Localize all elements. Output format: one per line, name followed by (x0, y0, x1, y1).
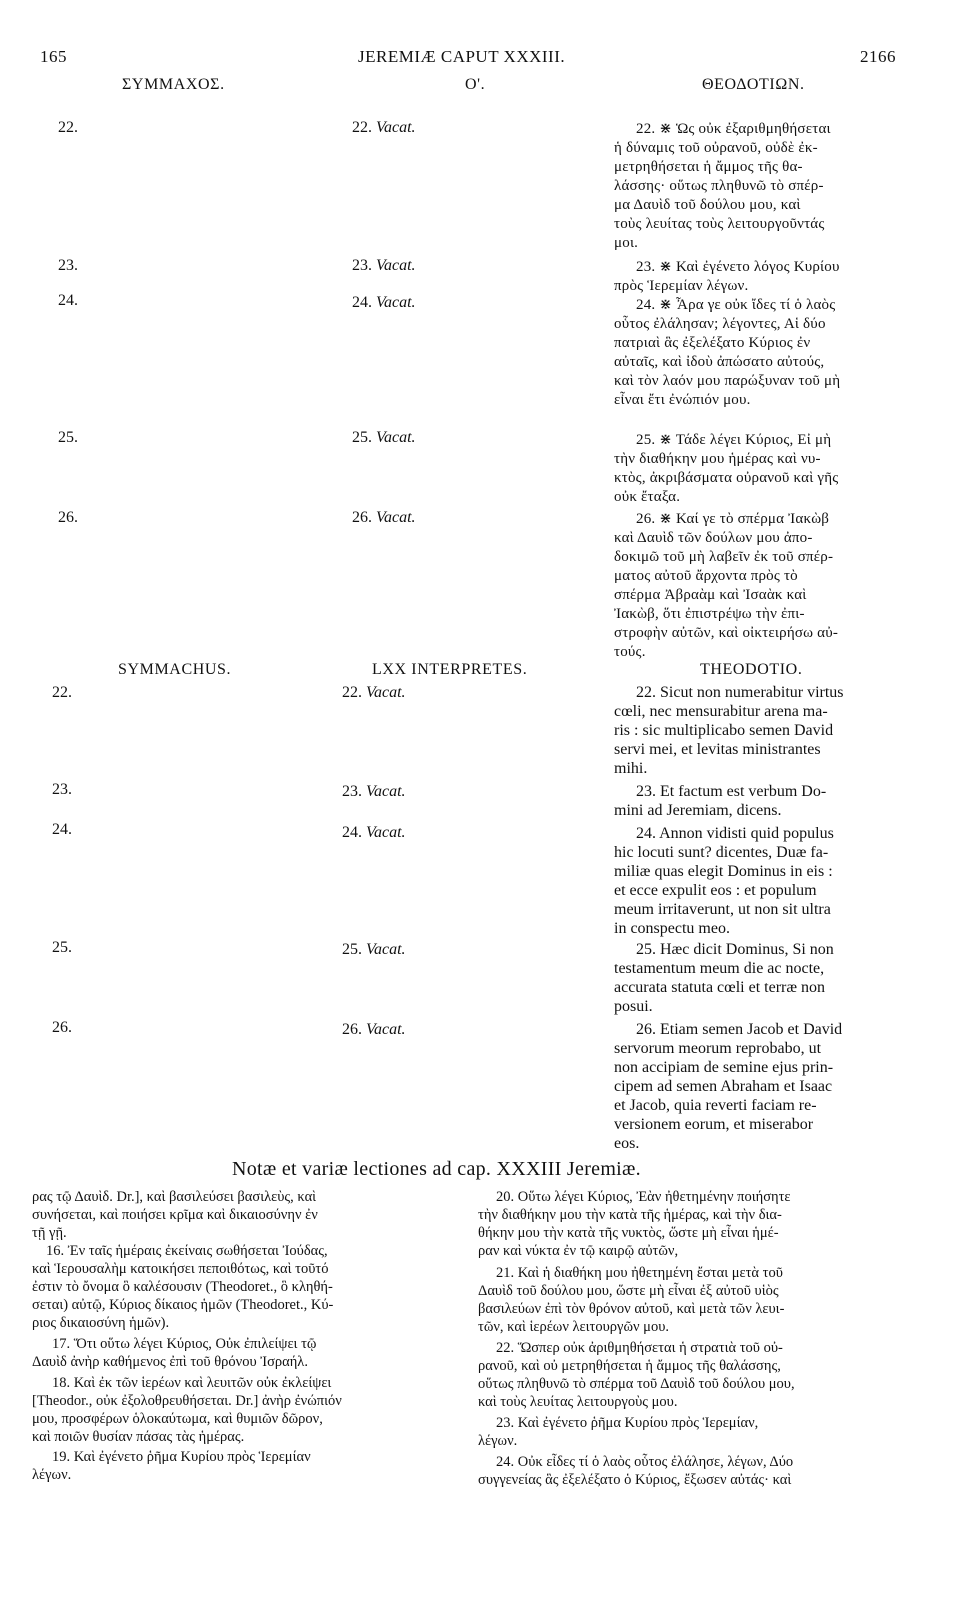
greek-theod-25-line: οὐκ ἔταξα. (614, 489, 681, 505)
note-line: λέγων. (478, 1433, 518, 1449)
greek-lxx-verse-26: 26. Vacat. (352, 509, 416, 526)
latin-theod-26-line: versionem eorum, et miserabor (614, 1116, 814, 1133)
note-line: 18. Καὶ ἐκ τῶν ἱερέων καὶ λευιτῶν οὐκ ἐκλείψει (52, 1375, 332, 1391)
note-line: θήκην μου τὴν κατὰ τῆς νυκτὸς, ὥστε μὴ εἶναι ἡμέ- (478, 1225, 779, 1241)
latin-theod-26-line: cipem ad semen Abraham et Isaac (614, 1078, 833, 1095)
greek-theod-26-line: 26. ⋇ Καί γε τὸ σπέρμα Ἰακὼβ (636, 511, 830, 527)
latin-lxx-verse-25: 25. Vacat. (342, 941, 406, 958)
greek-theod-26-line: στροφὴν αὐτῶν, καὶ οἰκτειρήσω αὐ- (614, 625, 839, 641)
greek-sym-verse-25: 25. (58, 429, 78, 446)
greek-theod-22-line: τοὺς λευίτας τοὺς λειτουργοῦντάς (614, 216, 825, 232)
latin-lxx-verse-26: 26. Vacat. (342, 1021, 406, 1038)
greek-theod-22-line: μα Δαυὶδ τοῦ δούλου μου, καὶ (614, 197, 801, 213)
greek-theod-26-line: ματος αὐτοῦ ἄρχοντα πρὸς τὸ (614, 568, 798, 584)
greek-lxx-verse-25: 25. Vacat. (352, 429, 416, 446)
latin-theod-26-line: eos. (614, 1135, 640, 1152)
note-line: ραν καὶ νύκτα ἐν τῷ καιρῷ αὐτῶν, (478, 1243, 679, 1259)
note-line: 19. Καὶ ἐγένετο ῥῆμα Κυρίου πρὸς Ἱερεμίαν (52, 1449, 311, 1465)
note-line: [Theodor., οὐκ ἐξολοθρευθήσεται. Dr.] ἀνὴρ ἐνώπιόν (32, 1393, 342, 1409)
greek-theod-22-line: μοι. (614, 235, 639, 251)
latin-theod-22-line: ris : sic multiplicabo semen David (614, 722, 834, 739)
latin-theod-25-line: posui. (614, 998, 653, 1015)
greek-head-lxx: Ο'. (465, 76, 486, 93)
latin-theod-26-line: servorum meorum reprobabo, ut (614, 1040, 822, 1057)
greek-theod-23-line: πρὸς Ἱερεμίαν λέγων. (614, 278, 749, 294)
greek-lxx-verse-22: 22. Vacat. (352, 119, 416, 136)
latin-head-symmachus: SYMMACHUS. (118, 661, 232, 678)
latin-lxx-verse-24: 24. Vacat. (342, 824, 406, 841)
latin-theod-26-line: et Jacob, quia reverti faciam re- (614, 1097, 817, 1114)
greek-lxx-verse-24: 24. Vacat. (352, 294, 416, 311)
greek-theod-24-line: πατριαὶ ἃς ἐξελέξατο Κύριος ἐν (614, 335, 811, 351)
latin-theod-24-line: hic locuti sunt? dicentes, Duæ fa- (614, 844, 829, 861)
note-line: ἐστιν τὸ ὄνομα ὃ καλέσουσιν (Theodoret., ὃ κληθή- (32, 1279, 333, 1295)
greek-theod-25-line: 25. ⋇ Τάδε λέγει Κύριος, Εἰ μὴ (636, 432, 832, 448)
note-line: 16. Ἐν ταῖς ἡμέραις ἐκείναις σωθήσεται Ἰούδας, (46, 1243, 328, 1259)
latin-theod-25-line: 25. Hæc dicit Dominus, Si non (636, 941, 834, 958)
note-line: ρανοῦ, καὶ οὐ μετρηθήσεται ἡ ἄμμος τῆς θαλάσσης, (478, 1358, 781, 1374)
latin-theod-25-line: testamentum meum die ac nocte, (614, 960, 825, 977)
note-line: 23. Καὶ ἐγένετο ῥῆμα Κυρίου πρὸς Ἱερεμίαν, (496, 1415, 759, 1431)
note-line: οὕτως πληθυνῶ τὸ σπέρμα τοῦ Δαυὶδ τοῦ δούλου μου, (478, 1376, 795, 1392)
latin-theod-22-line: mihi. (614, 760, 648, 777)
latin-theod-23-line: mini ad Jeremiam, dicens. (614, 802, 782, 819)
latin-theod-22-line: servi mei, et levitas ministrantes (614, 741, 821, 758)
note-line: 22. Ὥσπερ οὐκ ἀριθμηθήσεται ἡ στρατιὰ τοῦ οὐ- (496, 1340, 783, 1356)
latin-theod-22-line: cœli, nec mensurabitur arena ma- (614, 703, 828, 720)
greek-theod-26-line: τούς. (614, 644, 646, 660)
latin-sym-verse-25: 25. (52, 939, 72, 956)
notes-title: Notæ et variæ lectiones ad cap. XXXIII Jeremiæ. (232, 1158, 641, 1180)
note-line: ριος δικαιοσύνη ἡμῶν). (32, 1315, 170, 1331)
note-line: 17. Ὅτι οὕτω λέγει Κύριος, Οὐκ ἐπιλείψει τῷ (52, 1336, 317, 1352)
latin-head-lxx: LXX INTERPRETES. (372, 661, 528, 678)
greek-theod-24-line: 24. ⋇ Ἆρα γε οὐκ ἴδες τί ὁ λαὸς (636, 297, 836, 313)
greek-theod-22-line: μετρηθήσεται ἡ ἄμμος τῆς θα- (614, 159, 803, 175)
page-number-left: 165 (40, 47, 67, 66)
greek-theod-26-line: Ἰακὼβ, ὅτι ἐπιστρέψω τὴν ἐπι- (614, 606, 805, 622)
latin-theod-24-line: in conspectu meo. (614, 920, 730, 937)
greek-sym-verse-23: 23. (58, 257, 78, 274)
greek-head-symmachus: ΣΥΜΜΑΧΟΣ. (122, 76, 225, 93)
latin-theod-22-line: 22. Sicut non numerabitur virtus (636, 684, 844, 701)
note-line: 20. Οὕτω λέγει Κύριος, Ἐὰν ἠθετημένην ποιήσητε (496, 1189, 791, 1205)
note-line: λέγων. (32, 1467, 72, 1483)
note-line: καὶ Ἱερουσαλὴμ κατοικήσει πεποιθότως, καὶ τοῦτό (32, 1261, 329, 1277)
greek-theod-24-line: αὐταῖς, καὶ ἰδοὺ ἀπώσατο αὐτούς, (614, 354, 825, 370)
latin-sym-verse-22: 22. (52, 684, 72, 701)
note-line: συνήσεται, καὶ ποιήσει κρῖμα καὶ δικαιοσύνην ἐν (32, 1207, 318, 1223)
latin-theod-24-line: miliæ quas elegit Dominus in eis : (614, 863, 833, 880)
greek-head-theodotion: ΘΕΟΔΟΤΙΩΝ. (702, 76, 805, 93)
latin-sym-verse-23: 23. (52, 781, 72, 798)
note-line: καὶ ποιῶν θυσίαν πάσας τὰς ἡμέρας. (32, 1429, 245, 1445)
note-line: καὶ τοὺς λευίτας λειτουργοὺς μου. (478, 1394, 678, 1410)
greek-theod-25-line: τὴν διαθήκην μου ἡμέρας καὶ νυ- (614, 451, 821, 467)
greek-sym-verse-22: 22. (58, 119, 78, 136)
note-line: Δαυὶδ τοῦ δούλου μου, ὥστε μὴ εἶναι ἐξ αὐτοῦ υἱὸς (478, 1283, 779, 1299)
note-line: τὴν διαθήκην μου τὴν κατὰ τῆς ἡμέρας, καὶ τὴν δια- (478, 1207, 782, 1223)
note-line: Δαυὶδ ἀνὴρ καθήμενος ἐπὶ τοῦ θρόνου Ἰσραήλ. (32, 1354, 308, 1370)
note-line: συγγενείας ἃς ἐξελέξατο ὁ Κύριος, ἔξωσεν αὐτάς· καὶ (478, 1472, 792, 1488)
latin-sym-verse-24: 24. (52, 821, 72, 838)
latin-theod-24-line: et ecce expulit eos : et populum (614, 882, 817, 899)
greek-theod-26-line: καὶ Δαυὶδ τῶν δούλων μου ἀπο- (614, 530, 813, 546)
page-number-right: 2166 (860, 47, 896, 66)
note-line: ρας τῷ Δαυὶδ. Dr.], καὶ βασιλεύσει βασιλεὺς, καὶ (32, 1189, 317, 1205)
latin-theod-26-line: 26. Etiam semen Jacob et David (636, 1021, 843, 1038)
latin-theod-25-line: accurata statuta cœli et terræ non (614, 979, 826, 996)
greek-theod-24-line: οὗτος ἐλάλησαν; λέγοντες, Αἱ δύο (614, 316, 826, 332)
note-line: σεται) αὐτῷ, Κύριος δίκαιος ἡμῶν (Theodoret., Κύ- (32, 1297, 334, 1313)
greek-theod-24-line: εἶναι ἔτι ἐνώπιόν μου. (614, 392, 751, 408)
running-title: JEREMIÆ CAPUT XXXIII. (358, 47, 566, 66)
greek-theod-24-line: καὶ τὸν λαόν μου παρώξυναν τοῦ μὴ (614, 373, 841, 389)
latin-lxx-verse-23: 23. Vacat. (342, 783, 406, 800)
greek-theod-22-line: ἡ δύναμις τοῦ οὐρανοῦ, οὐδὲ ἐκ- (614, 140, 818, 156)
greek-theod-25-line: κτὸς, ἀκριβάσματα οὐρανοῦ καὶ γῆς (614, 470, 839, 486)
greek-sym-verse-26: 26. (58, 509, 78, 526)
note-line: βασιλεύων ἐπὶ τὸν θρόνον αὐτοῦ, καὶ μετὰ τῶν λευι- (478, 1301, 785, 1317)
note-line: μου, προσφέρων ὁλοκαύτωμα, καὶ θυμιῶν δῶρον, (32, 1411, 323, 1427)
latin-theod-24-line: meum irritaverunt, ut non sit ultra (614, 901, 831, 918)
latin-sym-verse-26: 26. (52, 1019, 72, 1036)
greek-theod-22-line: λάσσης· οὕτως πληθυνῶ τὸ σπέρ- (614, 178, 824, 194)
latin-theod-26-line: non accipiam de semine ejus prin- (614, 1059, 834, 1076)
greek-lxx-verse-23: 23. Vacat. (352, 257, 416, 274)
note-line: 24. Οὐκ εἶδες τί ὁ λαὸς οὗτος ἐλάλησε, λέγων, Δύο (496, 1454, 794, 1470)
greek-theod-26-line: σπέρμα Ἀβραὰμ καὶ Ἰσαὰκ καὶ (614, 587, 807, 603)
greek-sym-verse-24: 24. (58, 292, 78, 309)
note-line: 21. Καὶ ἡ διαθήκη μου ἠθετημένη ἔσται μετὰ τοῦ (496, 1265, 783, 1281)
latin-theod-24-line: 24. Annon vidisti quid populus (636, 825, 834, 842)
latin-theod-23-line: 23. Et factum est verbum Do- (636, 783, 827, 800)
greek-theod-22-line: 22. ⋇ Ὡς οὐκ ἐξαριθμηθήσεται (636, 121, 831, 137)
greek-theod-26-line: δοκιμῶ τοῦ μὴ λαβεῖν ἐκ τοῦ σπέρ- (614, 549, 834, 565)
note-line: τῇ γῇ. (32, 1225, 67, 1241)
note-line: τῶν, καὶ ἱερέων λειτουργῶν μου. (478, 1319, 669, 1335)
greek-theod-23-line: 23. ⋇ Καὶ ἐγένετο λόγος Κυρίου (636, 259, 840, 275)
latin-lxx-verse-22: 22. Vacat. (342, 684, 406, 701)
latin-head-theodotio: THEODOTIO. (700, 661, 803, 678)
